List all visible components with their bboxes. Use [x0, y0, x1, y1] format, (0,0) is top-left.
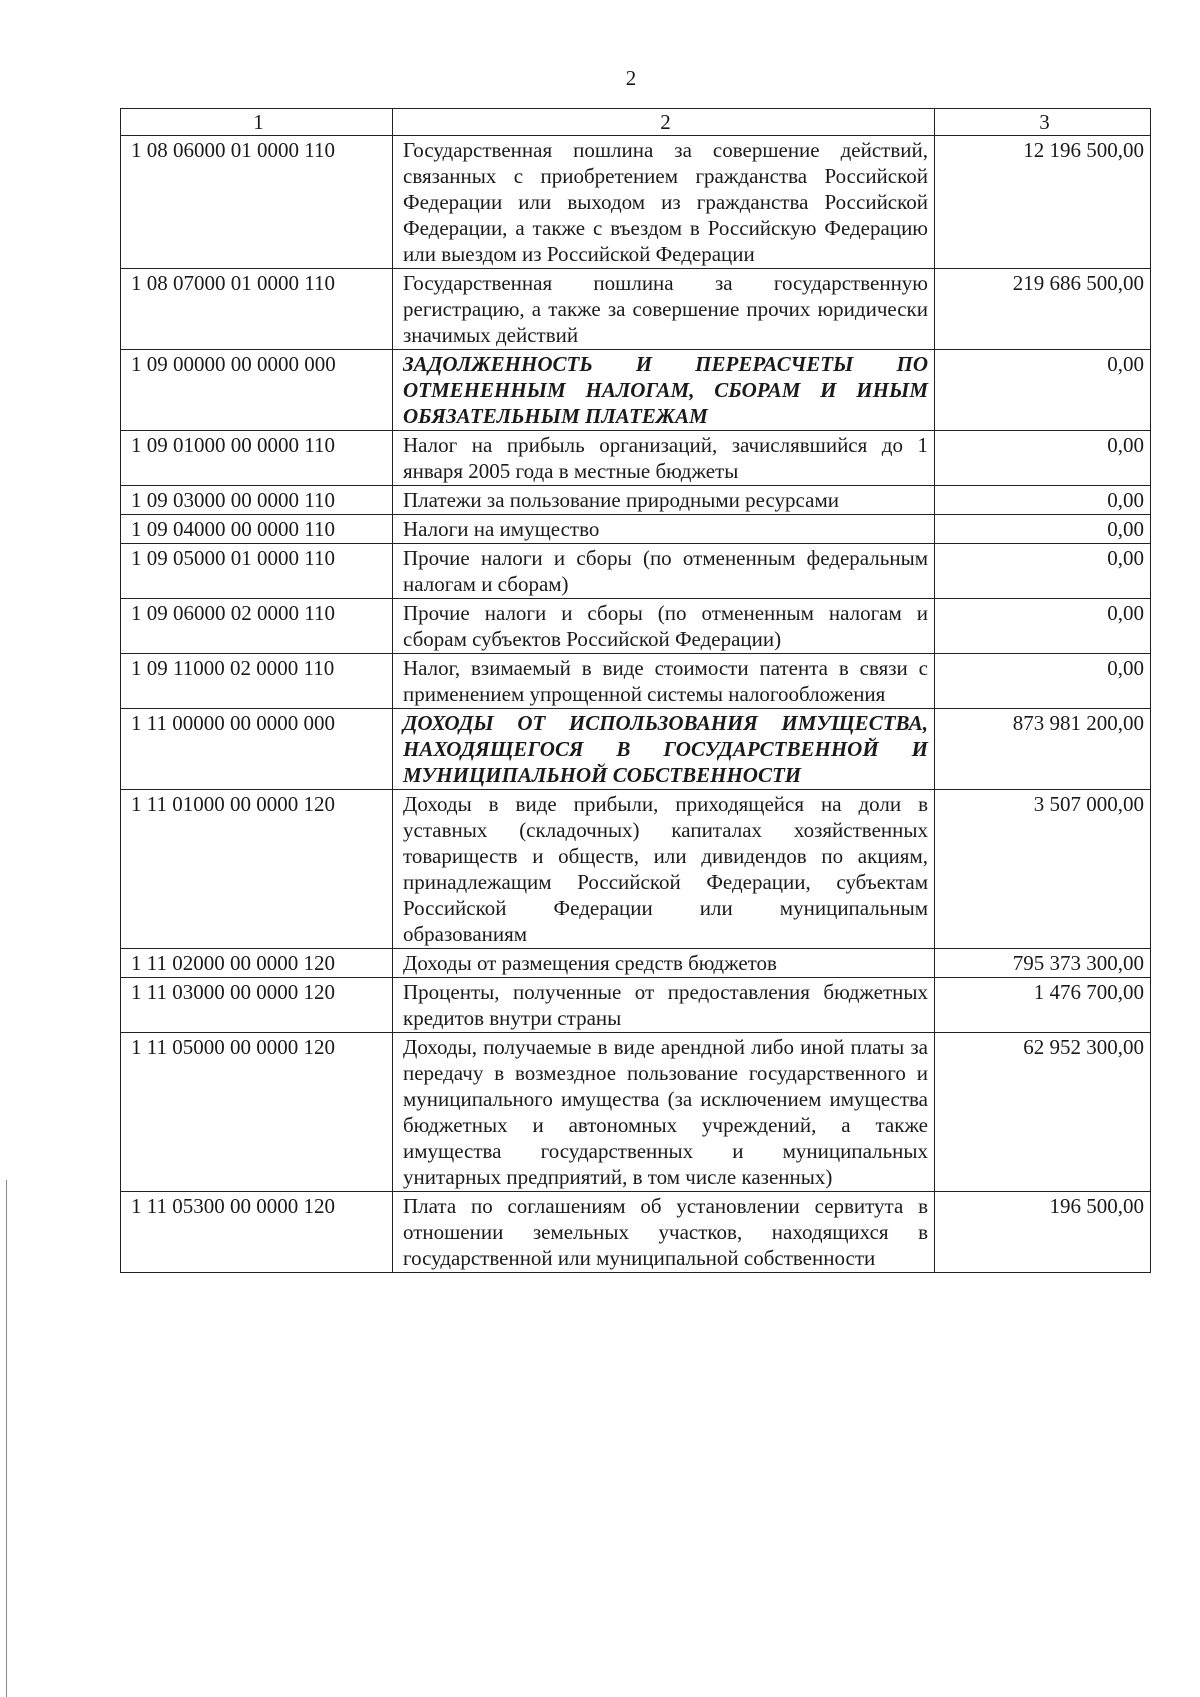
- budget-code-cell: 1 09 11000 02 0000 110: [121, 654, 393, 709]
- revenue-name-cell: Платежи за пользование природными ресурсами: [393, 486, 935, 515]
- budget-code-cell: 1 11 03000 00 0000 120: [121, 978, 393, 1033]
- table-row: [121, 269, 1151, 350]
- revenue-name-cell: Налоги на имущество: [393, 515, 935, 544]
- table-row: [121, 949, 1151, 978]
- table-header-row: [121, 109, 1151, 136]
- amount-cell: 0,00: [935, 486, 1151, 515]
- column-header-amount: 3: [935, 109, 1151, 136]
- table-row: [121, 978, 1151, 1033]
- budget-code-cell: 1 09 03000 00 0000 110: [121, 486, 393, 515]
- amount-cell: 62 952 300,00: [935, 1033, 1151, 1192]
- table-row: [121, 654, 1151, 709]
- amount-cell: 0,00: [935, 350, 1151, 431]
- margin-line: [6, 1180, 7, 1697]
- table-row: [121, 515, 1151, 544]
- revenue-name-cell: Государственная пошлина за государственную регистрацию, а также за совершение прочих юридически значимых действий: [393, 269, 935, 350]
- table-body: [121, 136, 1151, 1273]
- table-row: [121, 790, 1151, 949]
- column-header-code: 1: [121, 109, 393, 136]
- budget-code-cell: 1 09 01000 00 0000 110: [121, 431, 393, 486]
- table-row: [121, 599, 1151, 654]
- table-row: [121, 431, 1151, 486]
- revenue-name-cell: Прочие налоги и сборы (по отмененным федеральным налогам и сборам): [393, 544, 935, 599]
- budget-code-cell: 1 08 06000 01 0000 110: [121, 136, 393, 269]
- amount-cell: 0,00: [935, 654, 1151, 709]
- amount-cell: 0,00: [935, 431, 1151, 486]
- table-row: [121, 1033, 1151, 1192]
- revenue-name-cell: Проценты, полученные от предоставления бюджетных кредитов внутри страны: [393, 978, 935, 1033]
- page-number: 2: [625, 66, 637, 90]
- revenue-name-cell: Государственная пошлина за совершение действий, связанных с приобретением гражданства Российской Федерации или выходом из гражданства Российской Федерации, а также с въездом в Российскую Федерацию или выездом из Российской Федерации: [393, 136, 935, 269]
- budget-code-cell: 1 09 04000 00 0000 110: [121, 515, 393, 544]
- table-row: [121, 709, 1151, 790]
- budget-code-cell: 1 09 05000 01 0000 110: [121, 544, 393, 599]
- budget-code-cell: 1 09 06000 02 0000 110: [121, 599, 393, 654]
- amount-cell: 0,00: [935, 544, 1151, 599]
- table-row: [121, 1192, 1151, 1273]
- budget-code-cell: 1 09 00000 00 0000 000: [121, 350, 393, 431]
- amount-cell: 219 686 500,00: [935, 269, 1151, 350]
- revenue-name-cell: Плата по соглашениям об установлении сервитута в отношении земельных участков, находящихся в государственной или муниципальной собственности: [393, 1192, 935, 1273]
- revenue-table: [120, 108, 1151, 1273]
- revenue-name-cell: Доходы от размещения средств бюджетов: [393, 949, 935, 978]
- revenue-name-cell: Доходы, получаемые в виде арендной либо иной платы за передачу в возмездное пользование государственного и муниципального имущества (за исключением имущества бюджетных и автономных учреждений, а также имущества государственных и муниципальных унитарных предприятий, в том числе казенных): [393, 1033, 935, 1192]
- amount-cell: 795 373 300,00: [935, 949, 1151, 978]
- amount-cell: 3 507 000,00: [935, 790, 1151, 949]
- budget-code-cell: 1 11 05000 00 0000 120: [121, 1033, 393, 1192]
- table-row: [121, 544, 1151, 599]
- amount-cell: 873 981 200,00: [935, 709, 1151, 790]
- amount-cell: 12 196 500,00: [935, 136, 1151, 269]
- revenue-name-cell: Налог на прибыль организаций, зачислявшийся до 1 января 2005 года в местные бюджеты: [393, 431, 935, 486]
- amount-cell: 1 476 700,00: [935, 978, 1151, 1033]
- revenue-name-cell: Налог, взимаемый в виде стоимости патента в связи с применением упрощенной системы налогообложения: [393, 654, 935, 709]
- table-row: [121, 486, 1151, 515]
- column-header-name: 2: [393, 109, 935, 136]
- revenue-name-cell: Прочие налоги и сборы (по отмененным налогам и сборам субъектов Российской Федерации): [393, 599, 935, 654]
- table-row: [121, 136, 1151, 269]
- budget-code-cell: 1 11 00000 00 0000 000: [121, 709, 393, 790]
- budget-code-cell: 1 11 02000 00 0000 120: [121, 949, 393, 978]
- amount-cell: 0,00: [935, 599, 1151, 654]
- amount-cell: 196 500,00: [935, 1192, 1151, 1273]
- budget-code-cell: 1 11 05300 00 0000 120: [121, 1192, 393, 1273]
- section-title-cell: ДОХОДЫ ОТ ИСПОЛЬЗОВАНИЯ ИМУЩЕСТВА, НАХОДЯЩЕГОСЯ В ГОСУДАРСТВЕННОЙ И МУНИЦИПАЛЬНОЙ СОБСТВЕННОСТИ: [393, 709, 935, 790]
- budget-code-cell: 1 08 07000 01 0000 110: [121, 269, 393, 350]
- amount-cell: 0,00: [935, 515, 1151, 544]
- section-title-cell: ЗАДОЛЖЕННОСТЬ И ПЕРЕРАСЧЕТЫ ПО ОТМЕНЕННЫМ НАЛОГАМ, СБОРАМ И ИНЫМ ОБЯЗАТЕЛЬНЫМ ПЛАТЕЖАМ: [393, 350, 935, 431]
- revenue-name-cell: Доходы в виде прибыли, приходящейся на доли в уставных (складочных) капиталах хозяйственных товариществ и обществ, или дивидендов по акциям, принадлежащим Российской Федерации, субъектам Российской Федерации или муниципальным образованиям: [393, 790, 935, 949]
- budget-code-cell: 1 11 01000 00 0000 120: [121, 790, 393, 949]
- table-row: [121, 350, 1151, 431]
